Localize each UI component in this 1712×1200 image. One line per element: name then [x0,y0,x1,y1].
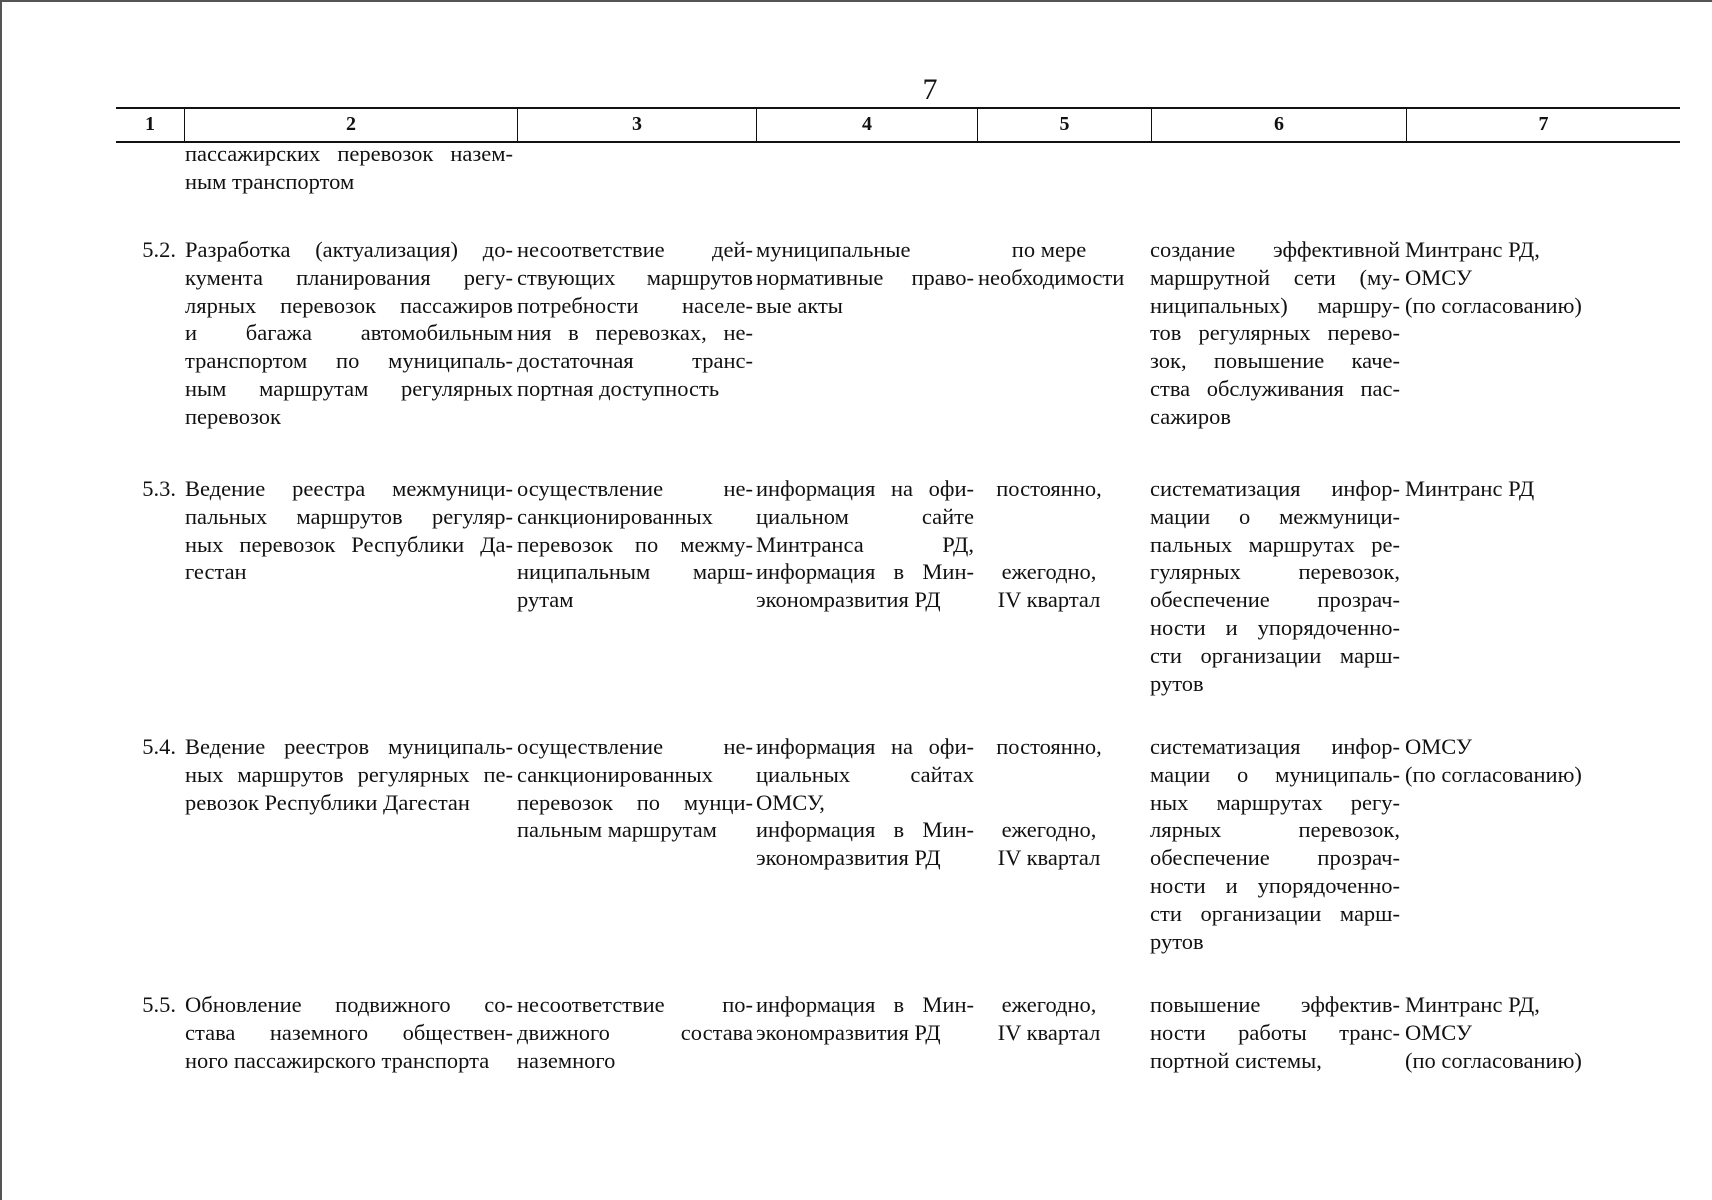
term-cell [978,991,1120,1047]
document-cell-line: муниципальные [756,237,911,262]
column-header-4: 4 [756,109,977,141]
result-cell-line: ности и упорядоченно- [1150,614,1400,640]
document-cell-line: ОМСУ, [756,789,825,815]
problem-cell-line: ниципальным марш- [517,559,753,585]
term-cell-line: постоянно, [996,476,1102,501]
problem-cell [517,475,753,614]
page-number: 7 [922,73,938,106]
measure-cell-line: гестан [185,559,247,585]
document-cell-line: информация на офи- [756,734,974,759]
problem-cell-line: достаточная транс- [517,348,753,374]
row-number-text: 5.5. [142,992,176,1017]
measure-cell [185,236,513,431]
problem-cell-line: наземного [517,1047,616,1073]
result-cell-line: маршрутной сети (му- [1150,264,1400,290]
problem-cell [517,991,753,1074]
measure-cell-line: ных перевозок Республики Да- [185,531,513,557]
responsible-cell-line: (по согласованию) [1405,292,1582,318]
column-header-3: 3 [517,109,756,141]
problem-cell-line: несоответствие по- [517,992,753,1017]
result-cell-line: рутов [1150,670,1204,696]
result-cell-line: мации о муниципаль- [1150,761,1400,787]
document-cell [756,475,974,614]
term-cell-line [978,531,1120,559]
row-number [116,733,176,761]
measure-cell-line: Обновление подвижного со- [185,992,513,1017]
term-cell-line: по мере [1011,237,1087,262]
measure-cell-line: ным маршрутам регулярных [185,375,513,401]
term-cell-line [978,503,1120,531]
result-cell [1150,475,1400,697]
measure-cell [185,475,513,586]
measure-cell [185,140,513,196]
document-cell-line: экономразвития РД [756,587,941,613]
problem-cell-line: осуществление не- [517,734,753,759]
row-number [116,236,176,264]
problem-cell [517,733,753,844]
result-cell [1150,733,1400,955]
result-cell-line: портной системы, [1150,1047,1322,1073]
result-cell-line: сти организации марш- [1150,900,1400,926]
document-cell-line: экономразвития РД [756,1019,941,1045]
problem-cell-line: санкционированных [517,503,713,529]
result-cell-line: тов регулярных перево- [1150,320,1400,346]
problem-cell-line: ния в перевозках, не- [517,320,753,346]
measure-cell [185,991,513,1074]
term-cell [978,733,1120,872]
measure-cell-line: Разработка (актуализация) до- [185,237,513,262]
document-cell-line: информация в Мин- [756,559,974,585]
measure-cell-line: ным транспортом [185,168,355,194]
responsible-cell-line: ОМСУ [1405,734,1472,759]
responsible-cell-line: (по согласованию) [1405,1047,1582,1073]
column-header-2: 2 [184,109,517,141]
measure-cell-line: Ведение реестра межмуници- [185,476,513,501]
result-cell-line: сажиров [1150,403,1231,429]
measure-cell-line: пальных маршрутов регуляр- [185,503,513,529]
problem-cell-line: пальным маршрутам [517,817,717,843]
result-cell [1150,236,1400,431]
measure-cell-line: перевозок [185,403,281,429]
scan-edge-top [0,0,1712,2]
result-cell-line: ности и упорядоченно- [1150,872,1400,898]
table-header [116,107,1680,143]
term-cell [978,236,1125,292]
document-cell-line: информация в Мин- [756,817,974,843]
term-cell-line: ежегодно, [1001,817,1097,843]
responsible-cell [1405,475,1685,503]
column-header-7: 7 [1406,109,1680,141]
responsible-cell [1405,733,1685,789]
measure-cell-line: ного пассажирского транспорта [185,1047,490,1073]
measure-cell-line: лярных перевозок пассажиров [185,292,513,318]
measure-cell-line: транспортом по муниципаль- [185,348,513,374]
term-cell [978,475,1120,614]
column-header-6: 6 [1151,109,1406,141]
scan-edge-left [0,0,2,1200]
term-cell-line: ежегодно, [1001,559,1097,585]
term-cell-line [978,789,1120,817]
result-cell-line: ниципальных) маршру- [1150,292,1400,318]
term-cell-line: IV квартал [997,845,1101,871]
result-cell [1150,991,1400,1074]
problem-cell-line: перевозок по межму- [517,531,753,557]
result-cell-line: обеспечение прозрач- [1150,845,1400,871]
row-number-text: 5.4. [142,734,176,759]
document-cell-line: экономразвития РД [756,845,941,871]
column-header-1: 1 [145,113,155,135]
result-cell-line: сти организации марш- [1150,642,1400,668]
problem-cell-line: ствующих маршрутов [517,264,753,290]
result-cell-line: систематизация инфор- [1150,476,1400,501]
measure-cell-line: и багажа автомобильным [185,320,513,346]
result-cell-line: зок, повышение каче- [1150,348,1400,374]
responsible-cell-line: (по согласованию) [1405,761,1582,787]
document-cell-line: циальных сайтах [756,761,974,787]
column-header-5: 5 [977,109,1151,141]
row-number [116,991,176,1019]
document-cell [756,733,974,872]
responsible-cell-line: ОМСУ [1405,264,1472,290]
problem-cell-line: движного состава [517,1019,753,1045]
term-cell-line: необходимости [978,264,1125,290]
result-cell-line: повышение эффектив- [1150,992,1400,1017]
result-cell-line: систематизация инфор- [1150,734,1400,759]
problem-cell-line: санкционированных [517,761,713,787]
measure-cell-line: кумента планирования регу- [185,264,513,290]
document-cell-line: вые акты [756,292,843,318]
problem-cell-line: перевозок по мунци- [517,789,753,815]
problem-cell-line: осуществление не- [517,476,753,501]
problem-cell-line: несоответствие дей- [517,237,753,262]
result-cell-line: пальных маршрутах ре- [1150,531,1400,557]
document-cell-line: нормативные право- [756,264,974,290]
document-cell-line: Минтранса РД, [756,531,974,557]
responsible-cell [1405,236,1685,319]
responsible-cell-line: Минтранс РД, [1405,237,1540,262]
term-cell-line: ежегодно, [1001,992,1097,1017]
measure-cell-line: става наземного обществен- [185,1019,513,1045]
row-number-text: 5.3. [142,476,176,501]
measure-cell-line: ревозок Республики Дагестан [185,789,470,815]
measure-cell-line: пассажирских перевозок назем- [185,141,513,166]
measure-cell [185,733,513,816]
document-cell [756,236,974,319]
row-number [116,475,176,503]
row-number-text: 5.2. [142,237,176,262]
document-cell-line: информация в Мин- [756,992,974,1017]
problem-cell-line: потребности населе- [517,292,753,318]
result-cell-line: ности работы транс- [1150,1019,1400,1045]
result-cell-line: гулярных перевозок, [1150,559,1400,585]
result-cell-line: обеспечение прозрач- [1150,587,1400,613]
result-cell-line: ства обслуживания пас- [1150,375,1400,401]
term-cell-line: постоянно, [996,734,1102,759]
result-cell-line: рутов [1150,928,1204,954]
problem-cell-line: портная доступность [517,375,720,401]
document-cell-line: циальном сайте [756,503,974,529]
term-cell-line: IV квартал [997,1019,1101,1045]
document-cell-line: информация на офи- [756,476,974,501]
measure-cell-line: ных маршрутов регулярных пе- [185,761,513,787]
document-cell [756,991,974,1047]
result-cell-line: создание эффективной [1150,237,1400,262]
result-cell-line: ных маршрутах регу- [1150,789,1400,815]
term-cell-line [978,761,1120,789]
result-cell-line: лярных перевозок, [1150,817,1400,843]
result-cell-line: мации о межмуници- [1150,503,1400,529]
term-cell-line: IV квартал [997,587,1101,613]
measure-cell-line: Ведение реестров муниципаль- [185,734,513,759]
problem-cell-line: рутам [517,587,574,613]
responsible-cell-line: ОМСУ [1405,1019,1472,1045]
responsible-cell [1405,991,1685,1074]
responsible-cell-line: Минтранс РД, [1405,992,1540,1017]
responsible-cell-line: Минтранс РД [1405,476,1535,501]
problem-cell [517,236,753,403]
